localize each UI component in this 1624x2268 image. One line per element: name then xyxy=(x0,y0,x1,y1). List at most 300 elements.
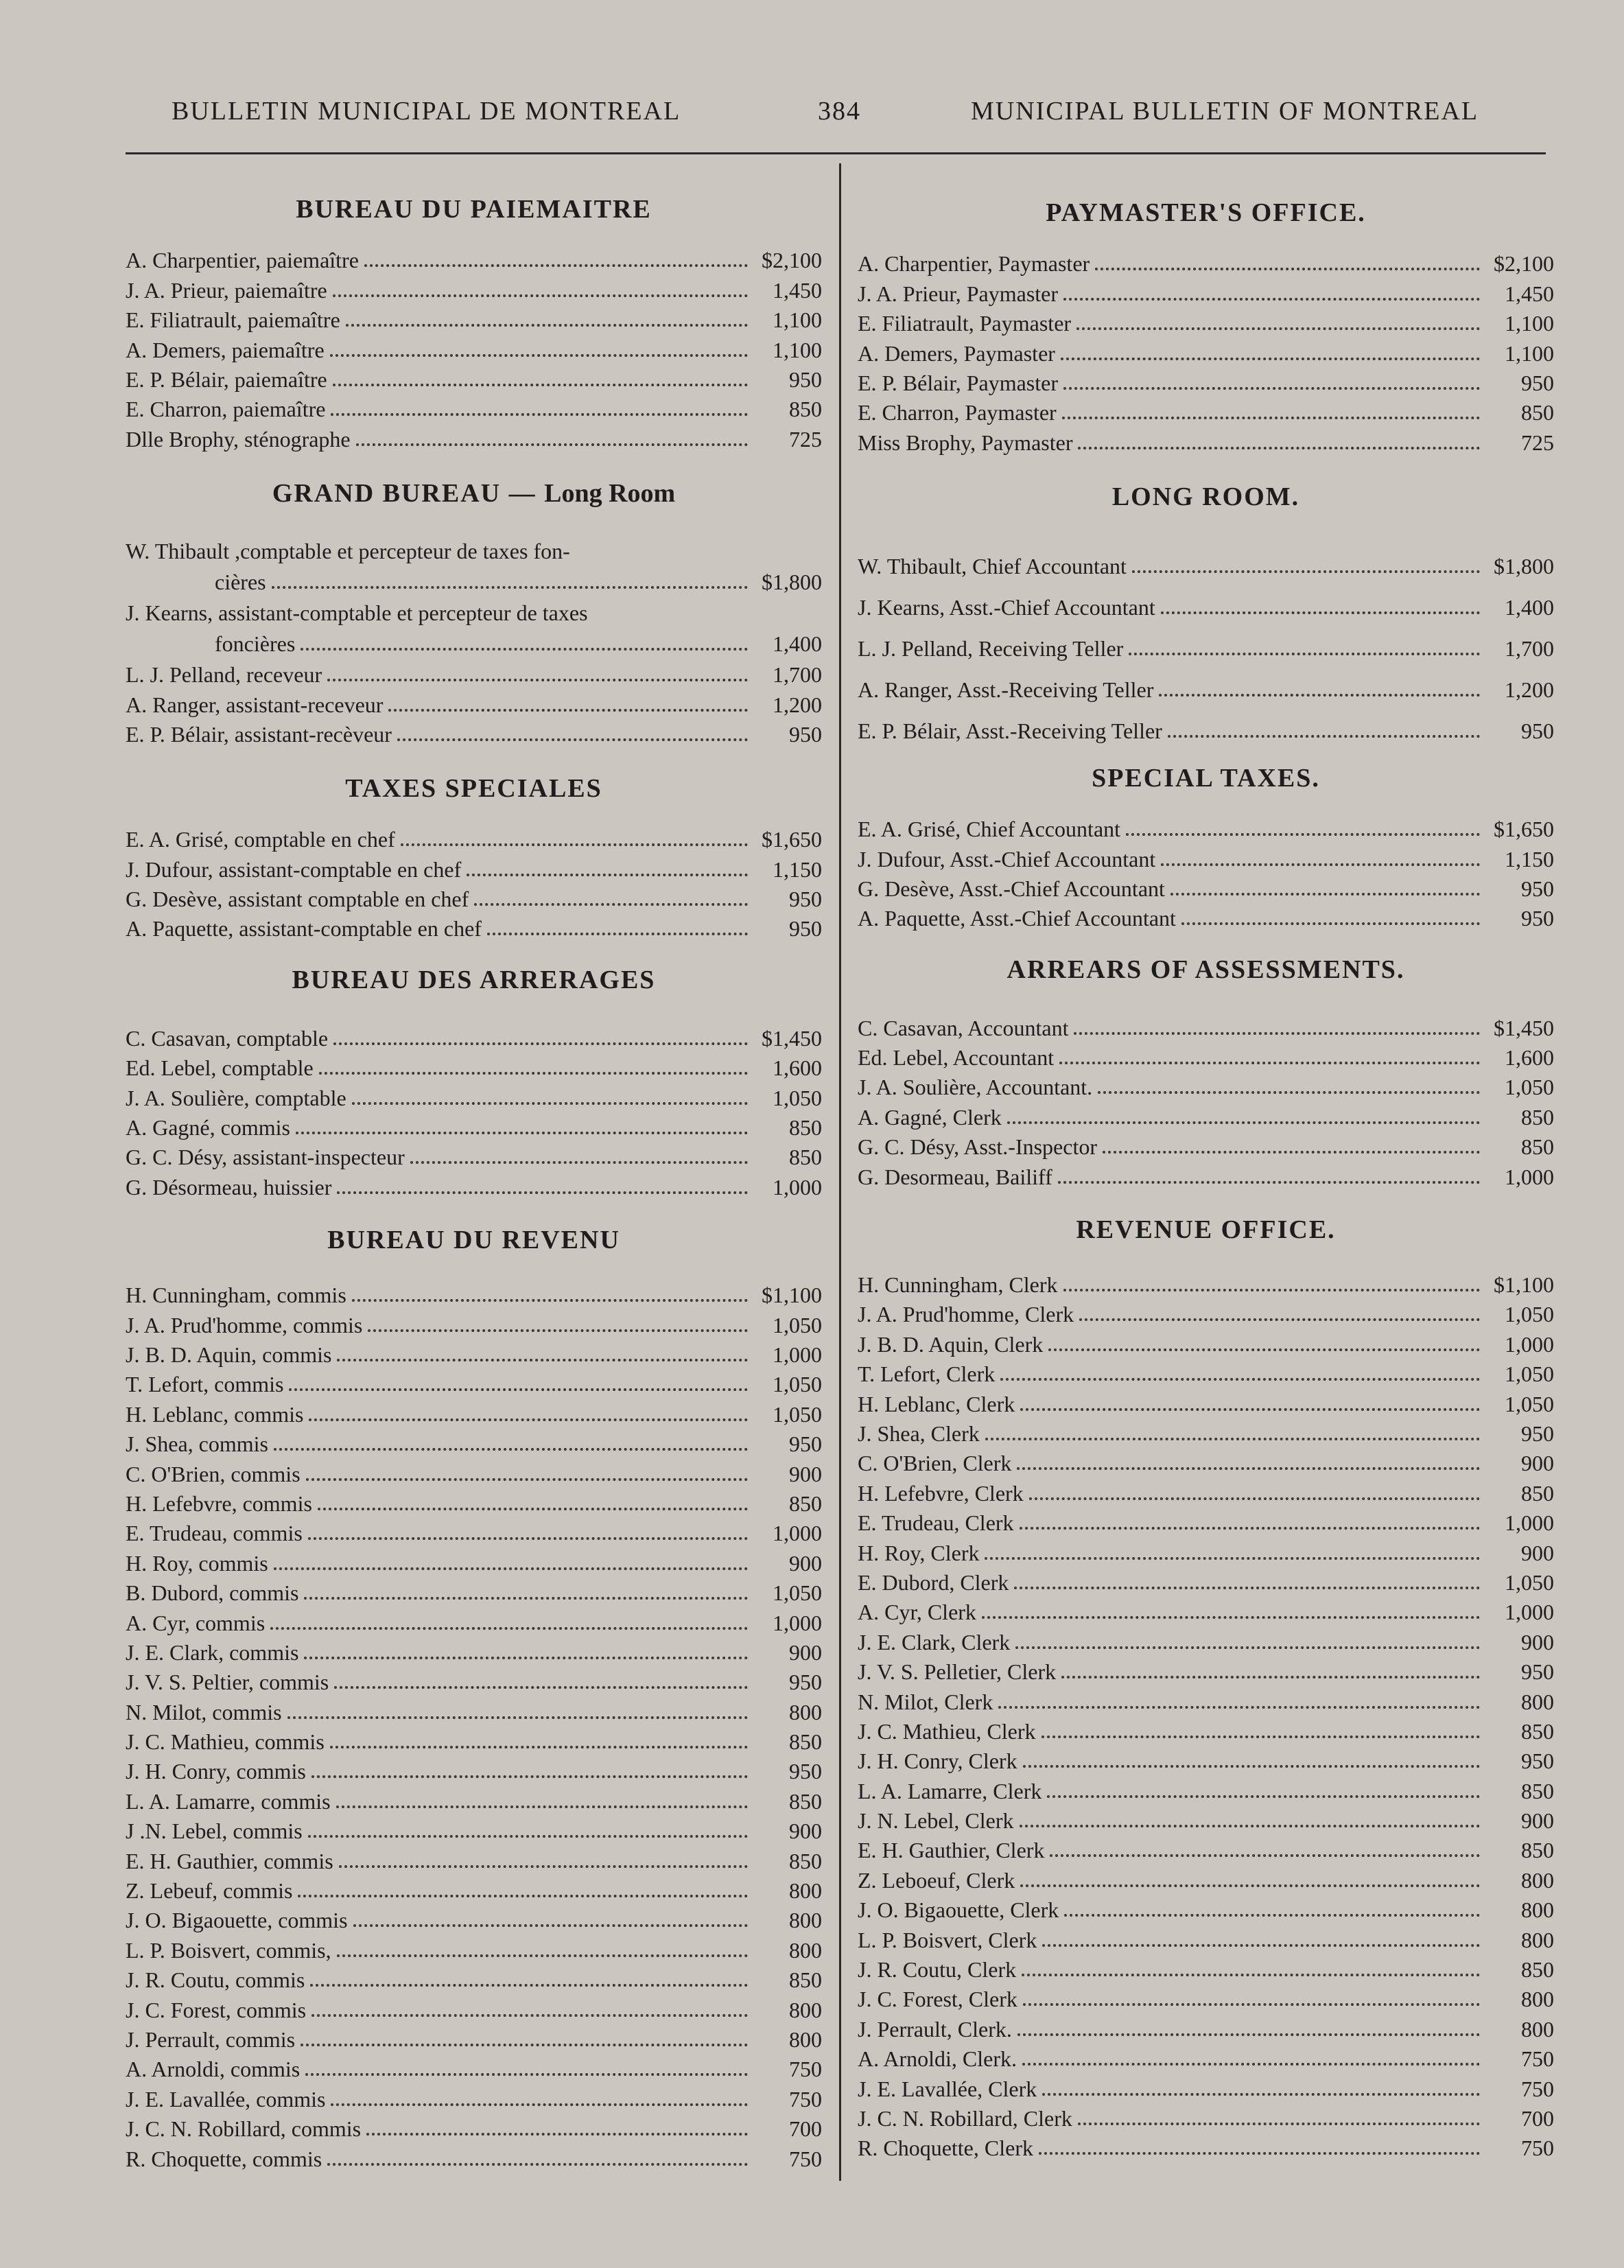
dot-leader xyxy=(1020,1872,1480,1887)
dot-leader xyxy=(1170,880,1480,896)
entry-amount: $1,650 xyxy=(1494,817,1554,842)
dot-leader xyxy=(366,2120,748,2136)
dot-leader xyxy=(1078,2110,1480,2125)
entry-amount: 850 xyxy=(789,1115,822,1141)
entry-name: G. Désormeau, huissier xyxy=(126,1174,332,1200)
dot-leader xyxy=(311,1763,748,1778)
entry-name: W. Thibault, Chief Accountant xyxy=(858,553,1127,578)
entry-amount: 950 xyxy=(789,721,822,747)
entry-amount: 800 xyxy=(789,1878,822,1904)
dot-leader xyxy=(333,371,748,386)
list-item xyxy=(858,1447,1554,1476)
entry-amount: 950 xyxy=(1521,370,1554,395)
list-item xyxy=(126,1755,822,1784)
entry-amount: 950 xyxy=(789,1759,822,1784)
list-item xyxy=(126,2142,822,2171)
dot-leader xyxy=(274,1436,748,1451)
entry-name: A. Charpentier, Paymaster xyxy=(858,251,1090,277)
dot-leader xyxy=(1064,1902,1480,1917)
list-item xyxy=(858,277,1554,306)
dot-leader xyxy=(1181,910,1480,925)
section-title-paymaster-fr: BUREAU DU PAIEMAITRE xyxy=(296,195,652,224)
entry-amount: 900 xyxy=(789,1819,822,1844)
dot-leader xyxy=(311,2002,748,2017)
entry-name: J. Dufour, Asst.-Chief Accountant xyxy=(858,846,1156,872)
entry-amount: 1,200 xyxy=(773,692,822,717)
entry-amount: 1,050 xyxy=(1505,1302,1554,1327)
entry-amount: 1,100 xyxy=(1505,340,1554,366)
entry-amount: 1,050 xyxy=(773,1085,822,1110)
list-item xyxy=(858,662,1554,703)
entry-name: E. Trudeau, Clerk xyxy=(858,1510,1014,1536)
section-title-arrears-en: ARREARS OF ASSESSMENTS. xyxy=(1007,955,1405,985)
dot-leader xyxy=(308,1823,748,1838)
entry-name: J. Kearns, Asst.-Chief Accountant xyxy=(858,594,1155,620)
entry-amount: 1,050 xyxy=(773,1312,822,1337)
list-item xyxy=(126,1844,822,1873)
list-item xyxy=(858,1357,1554,1387)
entry-name: C. O'Brien, Clerk xyxy=(858,1451,1012,1476)
dot-leader xyxy=(1022,2050,1480,2066)
entry-name: L. P. Boisvert, Clerk xyxy=(858,1927,1037,1952)
entry-amount: 750 xyxy=(789,2146,822,2171)
list-item xyxy=(858,247,1554,277)
entry-amount: 1,450 xyxy=(773,277,822,303)
list-item xyxy=(858,1011,1554,1040)
entry-amount: 800 xyxy=(789,1997,822,2022)
dot-leader xyxy=(1161,851,1480,866)
entry-name: J. Shea, commis xyxy=(126,1431,268,1457)
list-item xyxy=(126,1368,822,1397)
list-item xyxy=(126,1021,822,1051)
entry-amount: 950 xyxy=(1521,1421,1554,1446)
entry-amount: 850 xyxy=(1521,1718,1554,1744)
entry-name: J. C. Mathieu, commis xyxy=(126,1729,325,1755)
entry-name: E. A. Grisé, comptable en chef xyxy=(126,827,395,852)
dot-leader xyxy=(339,1853,748,1868)
entry-name: J. C. N. Robillard, Clerk xyxy=(858,2105,1072,2131)
section-title-long-room-fr xyxy=(126,473,822,514)
list-item xyxy=(126,422,822,452)
dot-leader xyxy=(1020,1812,1481,1827)
french-column xyxy=(126,161,822,2172)
dot-leader xyxy=(388,697,748,712)
entry-name: J. H. Conry, Clerk xyxy=(858,1749,1017,1774)
entry-name: G. Desève, Asst.-Chief Accountant xyxy=(858,876,1165,901)
entry-amount: 750 xyxy=(789,2057,822,2082)
entry-amount: $1,100 xyxy=(762,1283,822,1308)
list-item xyxy=(126,1993,822,2022)
entry-name: E. A. Grisé, Chief Accountant xyxy=(858,817,1121,842)
entry-name: C. Casavan, Accountant xyxy=(858,1015,1069,1040)
entry-amount: 950 xyxy=(1521,718,1554,743)
dot-leader xyxy=(270,1615,748,1630)
list-item xyxy=(126,1487,822,1517)
list-item xyxy=(858,366,1554,396)
dot-leader xyxy=(1047,1783,1480,1798)
entries-special-taxes-en xyxy=(858,812,1554,932)
entry-amount: 725 xyxy=(789,426,822,452)
list-item xyxy=(858,902,1554,931)
entry-amount: 1,450 xyxy=(1505,281,1554,306)
dot-leader xyxy=(1042,1723,1480,1738)
entry-name: A. Paquette, Asst.-Chief Accountant xyxy=(858,906,1176,931)
entry-amount: 800 xyxy=(1521,2016,1554,2042)
list-item xyxy=(126,1725,822,1755)
entry-amount: 1,000 xyxy=(773,1342,822,1367)
list-item xyxy=(126,1904,822,1933)
dot-leader xyxy=(1074,1020,1480,1035)
list-item xyxy=(126,1665,822,1695)
entry-name: A. Gagné, Clerk xyxy=(858,1104,1002,1130)
entry-amount: 950 xyxy=(1521,1659,1554,1685)
list-item xyxy=(126,1517,822,1546)
list-item xyxy=(126,273,822,303)
list-item xyxy=(858,1130,1554,1160)
entry-name: J. O. Bigaouette, Clerk xyxy=(858,1897,1059,1923)
entry-name: Miss Brophy, Paymaster xyxy=(858,430,1073,455)
entry-amount: 800 xyxy=(789,1699,822,1725)
list-item xyxy=(126,658,822,688)
entry-name: J. B. D. Aquin, commis xyxy=(126,1342,332,1367)
dot-leader xyxy=(1063,1276,1480,1291)
entry-amount: 800 xyxy=(789,1937,822,1963)
entry-name: J. C. N. Robillard, commis xyxy=(126,2116,362,2142)
list-item xyxy=(858,1595,1554,1625)
entry-amount: 725 xyxy=(1521,430,1554,455)
entry-name: J. V. S. Pelletier, Clerk xyxy=(858,1659,1057,1685)
list-item xyxy=(126,2082,822,2112)
dot-leader xyxy=(301,2031,748,2046)
entry-amount: 900 xyxy=(1521,1451,1554,1476)
entry-name: A. Ranger, Asst.-Receiving Teller xyxy=(858,677,1154,702)
entries-paymaster-fr xyxy=(126,244,822,452)
entry-amount: 950 xyxy=(789,887,822,912)
list-item xyxy=(126,882,822,912)
entries-arrears-fr xyxy=(126,1021,822,1200)
entry-name: J. Perrault, commis xyxy=(126,2026,296,2052)
list-item xyxy=(126,244,822,273)
entry-name: E. P. Bélair, paiemaître xyxy=(126,366,327,392)
entry-amount: 950 xyxy=(789,916,822,942)
header-title-en: MUNICIPAL BULLETIN OF MONTREAL xyxy=(971,97,1479,126)
list-item xyxy=(126,1308,822,1337)
entry-name: L. J. Pelland, Receiving Teller xyxy=(858,635,1124,661)
entry-amount: 1,200 xyxy=(1505,677,1554,702)
entry-line2 xyxy=(126,564,822,595)
entry-name: H. Lefebvre, Clerk xyxy=(858,1480,1024,1506)
entry-amount: 1,000 xyxy=(773,1610,822,1635)
dot-leader xyxy=(1098,1079,1480,1094)
dot-leader xyxy=(274,1555,748,1570)
entry-amount: 850 xyxy=(789,1848,822,1873)
entry-name: N. Milot, commis xyxy=(126,1699,282,1725)
section-title-long-room-main: GRAND BUREAU — xyxy=(272,478,537,508)
entry-amount: 1,600 xyxy=(1505,1045,1554,1071)
dot-leader xyxy=(985,1425,1480,1440)
list-item xyxy=(858,1893,1554,1923)
dot-leader xyxy=(1168,723,1480,738)
list-item xyxy=(858,1041,1554,1071)
dot-leader xyxy=(1061,1663,1480,1679)
dot-leader xyxy=(1159,681,1480,697)
dot-leader xyxy=(982,1604,1480,1619)
entry-name: A. Charpentier, paiemaître xyxy=(126,248,359,273)
entries-long-room-en xyxy=(858,538,1554,744)
dot-leader xyxy=(1042,1932,1480,1947)
list-item xyxy=(126,2023,822,2053)
section-title-paymaster-en: PAYMASTER'S OFFICE. xyxy=(1046,198,1366,227)
dot-leader xyxy=(298,1882,748,1897)
entry-amount: 1,000 xyxy=(1505,1600,1554,1625)
entry-amount: 850 xyxy=(789,1788,822,1814)
list-item xyxy=(858,2072,1554,2101)
dot-leader xyxy=(1129,640,1480,655)
list-item xyxy=(126,718,822,747)
list-item xyxy=(858,1625,1554,1655)
entry-name-line2: foncières xyxy=(215,631,296,656)
entry-amount: 850 xyxy=(789,1145,822,1170)
entry-amount: 800 xyxy=(789,1908,822,1933)
list-item xyxy=(858,1476,1554,1506)
list-item xyxy=(858,1655,1554,1685)
dot-leader xyxy=(1020,1515,1480,1530)
entry-name: E. P. Bélair, Asst.-Receiving Teller xyxy=(858,718,1162,743)
entry-amount: 750 xyxy=(1521,2076,1554,2101)
entry-amount: 1,050 xyxy=(1505,1361,1554,1387)
dot-leader xyxy=(1161,599,1480,614)
entry-amount: 850 xyxy=(789,397,822,422)
dot-leader xyxy=(272,574,748,589)
entry-name: L. J. Pelland, receveur xyxy=(126,662,322,688)
dot-leader xyxy=(308,1525,748,1540)
dot-leader xyxy=(1017,1455,1480,1470)
entry-amount: 850 xyxy=(789,1967,822,1993)
list-item xyxy=(858,1834,1554,1863)
dot-leader xyxy=(1061,345,1480,360)
entry-name: Z. Leboeuf, Clerk xyxy=(858,1867,1015,1893)
dot-leader xyxy=(310,1972,748,1987)
entry-name: H. Leblanc, Clerk xyxy=(858,1391,1015,1416)
dot-leader xyxy=(287,1704,748,1719)
list-item xyxy=(858,1566,1554,1595)
entry-name: J. O. Bigaouette, commis xyxy=(126,1908,348,1933)
entries-revenue-en xyxy=(858,1268,1554,2162)
entry-amount: $2,100 xyxy=(762,248,822,273)
dot-leader xyxy=(1050,1842,1480,1857)
entry-amount: 750 xyxy=(789,2086,822,2112)
list-item xyxy=(126,1814,822,1844)
list-item xyxy=(126,1338,822,1368)
list-item xyxy=(858,1536,1554,1565)
entry-name: E. Filiatrault, Paymaster xyxy=(858,311,1072,336)
list-item xyxy=(858,396,1554,425)
entry-amount: 1,700 xyxy=(1505,635,1554,661)
column-divider xyxy=(839,163,841,2181)
list-item xyxy=(126,1081,822,1110)
entry-amount: 800 xyxy=(1521,1987,1554,2012)
entry-amount: 1,600 xyxy=(773,1055,822,1081)
list-item xyxy=(858,842,1554,872)
entry-name: L. P. Boisvert, commis, xyxy=(126,1937,331,1963)
entry-name: L. A. Lamarre, commis xyxy=(126,1788,331,1814)
list-item xyxy=(126,1141,822,1170)
dot-leader xyxy=(319,1060,748,1075)
entry-name-line1: W. Thibault ,comptable et percepteur de taxes fon- xyxy=(126,538,570,563)
entry-name: J. R. Coutu, commis xyxy=(126,1967,305,1993)
entry-amount: 850 xyxy=(789,1729,822,1755)
list-item xyxy=(858,307,1554,336)
english-column xyxy=(858,161,1554,2161)
section-title-long-room-en: LONG ROOM. xyxy=(1111,482,1300,511)
entry-amount: 750 xyxy=(1521,2046,1554,2072)
entry-name: Ed. Lebel, Accountant xyxy=(858,1045,1055,1071)
entry-amount: 850 xyxy=(1521,1957,1554,1983)
entry-name: J. C. Mathieu, Clerk xyxy=(858,1718,1036,1744)
entry-amount: 1,050 xyxy=(773,1372,822,1397)
list-item xyxy=(126,688,822,717)
list-item xyxy=(126,535,822,596)
entry-amount: 900 xyxy=(789,1639,822,1665)
entry-amount: $1,450 xyxy=(762,1025,822,1051)
entry-name: J. E. Lavallée, Clerk xyxy=(858,2076,1037,2101)
entry-amount: 950 xyxy=(1521,1749,1554,1774)
dot-leader xyxy=(1063,375,1480,390)
list-item xyxy=(858,2131,1554,2161)
entry-name: J. Perrault, Clerk. xyxy=(858,2016,1012,2042)
list-item xyxy=(126,1170,822,1200)
dot-leader xyxy=(1063,285,1480,301)
dot-leader xyxy=(330,342,748,357)
header-rule xyxy=(126,152,1546,154)
entry-amount: 1,150 xyxy=(773,856,822,882)
entry-name: G. C. Désy, assistant-inspecteur xyxy=(126,1145,405,1170)
entry-name: J .N. Lebel, commis xyxy=(126,1819,303,1844)
list-item xyxy=(858,336,1554,366)
header-title-fr: BULLETIN MUNICIPAL DE MONTREAL xyxy=(172,97,681,126)
list-item xyxy=(858,872,1554,902)
entries-long-room-fr xyxy=(126,658,822,747)
entries-arrears-en xyxy=(858,1011,1554,1189)
dot-leader xyxy=(410,1149,748,1164)
page-number: 384 xyxy=(818,97,861,126)
entry-name: J. C. Forest, commis xyxy=(126,1997,307,2022)
list-item xyxy=(858,703,1554,744)
entry-name-line2: cières xyxy=(215,569,266,594)
entry-name: J. Dufour, assistant-comptable en chef xyxy=(126,856,462,882)
dot-leader xyxy=(1023,1753,1480,1768)
list-item xyxy=(126,1636,822,1665)
entry-amount: 950 xyxy=(789,1431,822,1457)
dot-leader xyxy=(487,920,748,935)
dot-leader xyxy=(1059,1049,1480,1064)
list-item xyxy=(858,2102,1554,2131)
list-item xyxy=(126,333,822,362)
dot-leader xyxy=(1017,2021,1480,2036)
section-title-revenue-fr: BUREAU DU REVENU xyxy=(327,1225,620,1254)
entry-amount: 850 xyxy=(1521,400,1554,425)
dot-leader xyxy=(331,401,748,416)
list-item xyxy=(858,579,1554,620)
entry-amount: $2,100 xyxy=(1494,251,1554,277)
entry-amount: 800 xyxy=(789,2026,822,2052)
dot-leader xyxy=(289,1376,748,1391)
entry-amount: 1,000 xyxy=(773,1521,822,1546)
section-title-long-room-sub: Long Room xyxy=(544,478,676,508)
list-item xyxy=(126,1051,822,1081)
entries-paymaster-en xyxy=(858,247,1554,456)
list-item xyxy=(858,1100,1554,1130)
dot-leader xyxy=(1015,1634,1480,1649)
list-item xyxy=(858,1071,1554,1100)
entry-name: G. C. Désy, Asst.-Inspector xyxy=(858,1134,1097,1160)
entry-name: A. Ranger, assistant-receveur xyxy=(126,692,384,717)
list-item xyxy=(858,425,1554,455)
entry-amount: 700 xyxy=(789,2116,822,2142)
entry-name: J. A. Prieur, Paymaster xyxy=(858,281,1059,306)
entry-amount: 950 xyxy=(1521,876,1554,901)
section-title-arrears-fr: BUREAU DES ARRERAGES xyxy=(292,966,656,995)
dot-leader xyxy=(304,1644,748,1659)
dot-leader xyxy=(330,1733,748,1749)
entry-name: E. Filiatrault, paiemaître xyxy=(126,307,340,333)
dot-leader xyxy=(1042,2081,1480,2096)
entry-name: H. Cunningham, commis xyxy=(126,1283,346,1308)
list-item xyxy=(858,1387,1554,1416)
list-item xyxy=(858,1417,1554,1447)
entry-name: J. A. Prud'homme, commis xyxy=(126,1312,363,1337)
entry-name: C. O'Brien, commis xyxy=(126,1461,301,1486)
entry-name: E. Charron, Paymaster xyxy=(858,400,1057,425)
list-item xyxy=(858,1863,1554,1893)
entry-name: Z. Lebeuf, commis xyxy=(126,1878,293,1904)
entry-line2 xyxy=(126,626,822,657)
entry-name: E. P. Bélair, Paymaster xyxy=(858,370,1058,395)
entry-amount: 900 xyxy=(1521,1629,1554,1655)
entry-amount: 850 xyxy=(1521,1134,1554,1160)
entry-amount: 850 xyxy=(1521,1838,1554,1863)
dot-leader xyxy=(1095,255,1480,270)
entry-amount: 850 xyxy=(1521,1104,1554,1130)
dot-leader xyxy=(306,1466,748,1481)
list-item xyxy=(126,393,822,422)
entry-amount: 1,700 xyxy=(773,662,822,688)
entry-amount: 1,000 xyxy=(1505,1331,1554,1357)
entry-amount: $1,100 xyxy=(1494,1272,1554,1298)
entry-name: E. Trudeau, commis xyxy=(126,1521,303,1546)
entry-name: Ed. Lebel, comptable xyxy=(126,1055,314,1081)
entry-amount: 1,100 xyxy=(773,307,822,333)
list-item xyxy=(126,1427,822,1457)
entry-name: Dlle Brophy, sténographe xyxy=(126,426,351,452)
entry-name: E. Dubord, Clerk xyxy=(858,1569,1009,1595)
entry-name-line1: J. Kearns, assistant-comptable et percepteur de taxes xyxy=(126,600,588,625)
list-item xyxy=(858,1923,1554,1952)
dot-leader xyxy=(346,312,748,327)
entry-amount: 850 xyxy=(1521,1480,1554,1506)
entry-amount: 1,050 xyxy=(1505,1075,1554,1100)
dot-leader xyxy=(1103,1138,1480,1154)
entry-name: E. H. Gauthier, commis xyxy=(126,1848,333,1873)
dot-leader xyxy=(353,1912,748,1927)
list-item xyxy=(126,852,822,882)
entry-name: L. A. Lamarre, Clerk xyxy=(858,1778,1042,1803)
list-item xyxy=(126,1457,822,1486)
entry-amount: 950 xyxy=(789,1670,822,1695)
list-item xyxy=(126,1963,822,1993)
dot-leader xyxy=(401,831,748,846)
dot-leader xyxy=(1076,315,1480,330)
